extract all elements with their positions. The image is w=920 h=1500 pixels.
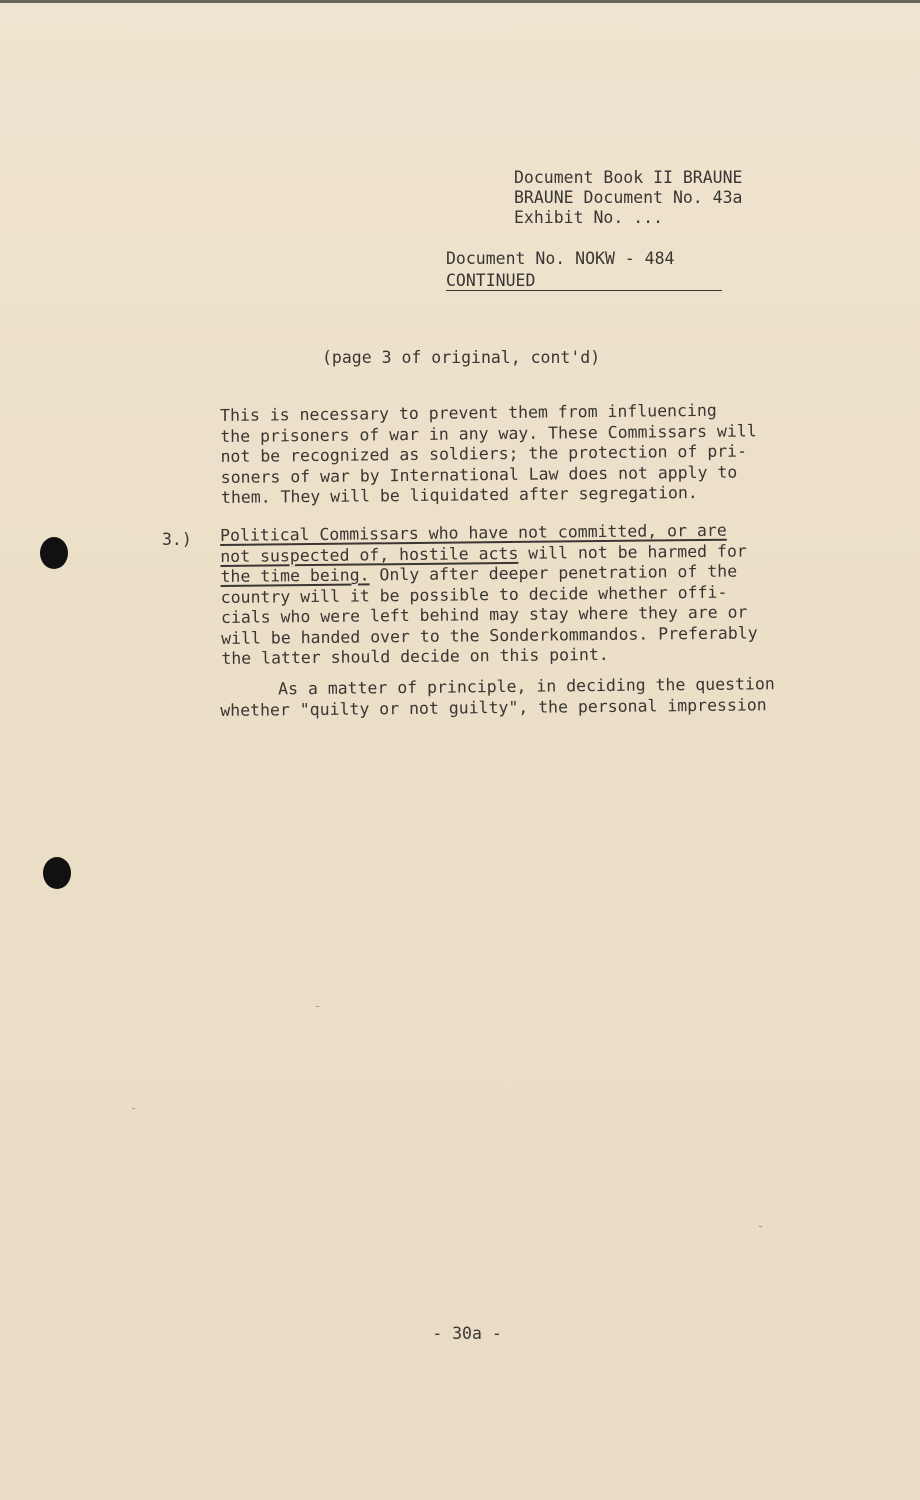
text-line: This is necessary to prevent them from influencing (220, 400, 717, 425)
page-top-edge (0, 0, 920, 3)
reference-number: Document No. NOKW - 484 (446, 249, 675, 268)
paragraph-item-3 (220, 519, 861, 669)
text-line: country will it be possible to decide whether offi- (220, 582, 728, 607)
text-line: them. They will be liquidated after segregation. (220, 483, 698, 507)
text-line: will be handed over to the Sonderkommandos. Preferably (221, 622, 758, 648)
page-number: - 30a - (432, 1324, 502, 1343)
text-line: the prisoners of war in any way. These Commissars will (220, 420, 757, 446)
page-note: (page 3 of original, cont'd) (322, 348, 601, 367)
punch-hole-bottom (43, 857, 71, 889)
text-segment: will not be harmed for (518, 540, 747, 563)
text-line: not be recognized as soldiers; the protection of pri- (220, 441, 748, 466)
text-line: the latter should decide on this point. (221, 644, 609, 668)
underlined-text: not suspected of, hostile acts (220, 543, 519, 566)
underlined-text: Political Commissars who have not committed, or are (220, 520, 727, 545)
text-line: cials who were left behind may stay where they are or (220, 602, 748, 627)
header-exhibit-line: Exhibit No. ... (514, 208, 664, 227)
text-line: As a matter of principle, in deciding the question (277, 674, 775, 699)
punch-hole-top (40, 537, 68, 569)
paragraph-principle (220, 673, 860, 721)
paper-speck (759, 1226, 762, 1227)
underlined-text: the time being. (220, 565, 370, 586)
document-header (514, 168, 742, 228)
text-line: whether "quilty or not guilty", the personal impression (220, 694, 767, 720)
paper-speck (132, 1108, 135, 1109)
header-book-line: Document Book II BRAUNE (514, 168, 743, 187)
paragraph-commissars-segregation (220, 399, 861, 508)
reference-continued: CONTINUED (446, 272, 722, 291)
paper-speck (316, 1006, 319, 1007)
text-line: soners of war by International Law does not apply to (220, 462, 738, 487)
item-number: 3.) (162, 530, 192, 549)
document-reference (446, 248, 722, 292)
header-document-line: BRAUNE Document No. 43a (514, 188, 743, 207)
text-segment: Only after deeper penetration of the (369, 561, 738, 585)
